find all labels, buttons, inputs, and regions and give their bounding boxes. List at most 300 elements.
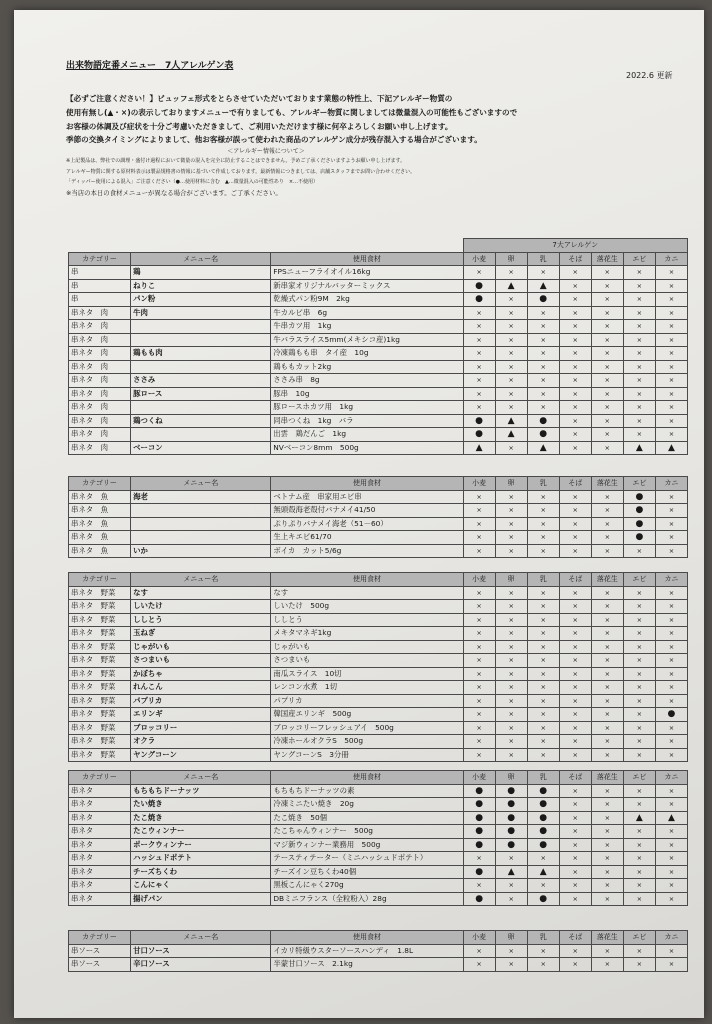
allergen-mark-cell: × bbox=[463, 306, 495, 320]
notice-small-line: 「ディッパー使用による混入」ご注意ください（●…使用材料に含む ▲…微量混入の可能性あり ×…不使用） bbox=[66, 178, 319, 185]
allergen-mark-cell: × bbox=[655, 694, 687, 708]
allergen-mark-cell: × bbox=[655, 320, 687, 334]
allergen-header: 落花生 bbox=[591, 573, 623, 587]
allergen-mark-cell: × bbox=[591, 838, 623, 852]
allergen-mark-cell: × bbox=[559, 838, 591, 852]
allergen-mark-cell: × bbox=[559, 735, 591, 749]
table-row bbox=[69, 708, 688, 722]
category-cell: 串ネタ 野菜 bbox=[69, 654, 131, 668]
allergen-mark-cell: × bbox=[623, 333, 655, 347]
allergen-mark-cell: × bbox=[463, 654, 495, 668]
menu-cell: パプリカ bbox=[131, 694, 271, 708]
allergen-mark-cell: ● bbox=[463, 811, 495, 825]
allergen-mark-cell: × bbox=[463, 944, 495, 958]
allergen-mark-cell: × bbox=[623, 958, 655, 972]
category-cell: 串 bbox=[69, 293, 131, 307]
allergen-mark-cell: × bbox=[495, 320, 527, 334]
allergen-mark-cell: × bbox=[591, 347, 623, 361]
category-cell: 串ネタ 野菜 bbox=[69, 600, 131, 614]
allergen-mark-cell: × bbox=[495, 748, 527, 762]
allergen-mark-cell: × bbox=[495, 892, 527, 906]
ingredient-cell: ブロッコリーフレッシュアイ 500g bbox=[271, 721, 463, 735]
allergen-mark-cell: × bbox=[527, 504, 559, 518]
category-cell: 串ネタ bbox=[69, 852, 131, 866]
notice-small-line: アレルギー物質に関する原材料表示は製品規格書の情報に基づいて作成しております。最新情報につきましては、店舗スタッフまでお問い合わせください。 bbox=[66, 168, 416, 175]
table-row bbox=[69, 825, 688, 839]
menu-cell: パン粉 bbox=[131, 293, 271, 307]
update-date: 2022.6 更新 bbox=[626, 71, 673, 80]
allergen-mark-cell: ● bbox=[463, 784, 495, 798]
menu-cell: たこ焼き bbox=[131, 811, 271, 825]
ingredient-cell: 南瓜スライス 10切 bbox=[271, 667, 463, 681]
allergen-mark-cell: × bbox=[559, 613, 591, 627]
ingredient-cell: 無頭殻海老殻付バナメイ41/50 bbox=[271, 504, 463, 518]
allergen-mark-cell: × bbox=[623, 681, 655, 695]
allergen-mark-cell: ● bbox=[495, 811, 527, 825]
allergen-mark-cell: × bbox=[463, 613, 495, 627]
menu-cell: 辛口ソース bbox=[131, 958, 271, 972]
allergen-mark-cell: × bbox=[527, 879, 559, 893]
allergen-mark-cell: × bbox=[559, 531, 591, 545]
allergen-mark-cell: × bbox=[655, 401, 687, 415]
allergen-mark-cell: ● bbox=[527, 798, 559, 812]
table-row bbox=[69, 958, 688, 972]
allergen-mark-cell: × bbox=[655, 654, 687, 668]
allergen-mark-cell: × bbox=[559, 586, 591, 600]
spacer-cell bbox=[69, 239, 464, 253]
allergen-mark-cell: ● bbox=[527, 414, 559, 428]
table-row bbox=[69, 414, 688, 428]
allergen-header: 乳 bbox=[527, 252, 559, 266]
allergen-mark-cell: × bbox=[591, 333, 623, 347]
allergen-mark-cell: × bbox=[655, 627, 687, 641]
allergen-header: 卵 bbox=[495, 477, 527, 491]
table-row bbox=[69, 401, 688, 415]
allergen-mark-cell: ● bbox=[463, 825, 495, 839]
allergen-mark-cell: ▲ bbox=[495, 428, 527, 442]
allergen-mark-cell: × bbox=[591, 320, 623, 334]
table-row bbox=[69, 613, 688, 627]
table-section-other bbox=[68, 770, 688, 906]
allergen-mark-cell: × bbox=[527, 347, 559, 361]
category-cell: 串ソース bbox=[69, 944, 131, 958]
allergen-mark-cell: × bbox=[655, 944, 687, 958]
ingredient-cell: NVベーコン8mm 500g bbox=[271, 441, 463, 455]
allergen-mark-cell: × bbox=[591, 879, 623, 893]
allergen-mark-cell: × bbox=[623, 387, 655, 401]
notice-line: 季節の交換タイミングによりまして、他お客様が誤って使われた商品のアレルゲン成分が残存混入する場合がございます。 bbox=[66, 135, 482, 145]
allergen-mark-cell: × bbox=[623, 347, 655, 361]
allergen-mark-cell: × bbox=[463, 266, 495, 280]
allergen-mark-cell: × bbox=[623, 838, 655, 852]
table-row bbox=[69, 333, 688, 347]
allergen-mark-cell: × bbox=[591, 600, 623, 614]
ingredient-cell: ボイカ カット5/6g bbox=[271, 544, 463, 558]
allergen-mark-cell: × bbox=[495, 441, 527, 455]
menu-cell: さつまいも bbox=[131, 654, 271, 668]
allergen-header: 乳 bbox=[527, 573, 559, 587]
allergen-header: エビ bbox=[623, 252, 655, 266]
menu-cell: 鶏もも肉 bbox=[131, 347, 271, 361]
category-cell: 串ネタ 野菜 bbox=[69, 627, 131, 641]
allergen-mark-cell: × bbox=[655, 347, 687, 361]
allergen-mark-cell: × bbox=[591, 544, 623, 558]
menu-header: メニュー名 bbox=[131, 477, 271, 491]
menu-cell: ベーコン bbox=[131, 441, 271, 455]
allergen-mark-cell: × bbox=[527, 531, 559, 545]
menu-header: メニュー名 bbox=[131, 771, 271, 785]
allergen-mark-cell: × bbox=[495, 654, 527, 668]
ingredient-cell: じゃがいも bbox=[271, 640, 463, 654]
allergen-header: そば bbox=[559, 771, 591, 785]
table-row bbox=[69, 811, 688, 825]
allergen-mark-cell: × bbox=[559, 627, 591, 641]
allergen-mark-cell: × bbox=[591, 694, 623, 708]
allergen-mark-cell: × bbox=[591, 441, 623, 455]
allergen-mark-cell: × bbox=[623, 320, 655, 334]
allergen-mark-cell: ▲ bbox=[623, 441, 655, 455]
allergen-header: エビ bbox=[623, 477, 655, 491]
allergen-mark-cell: × bbox=[495, 490, 527, 504]
allergen-mark-cell: × bbox=[559, 544, 591, 558]
category-cell: 串ネタ 肉 bbox=[69, 441, 131, 455]
document-title: 出来物語定番メニュー 7人アレルゲン表 bbox=[66, 61, 234, 71]
ingredient-cell: 出雲 鶏だんご 1kg bbox=[271, 428, 463, 442]
category-cell: 串ネタ 肉 bbox=[69, 374, 131, 388]
menu-cell: なす bbox=[131, 586, 271, 600]
allergen-mark-cell: × bbox=[527, 306, 559, 320]
allergen-mark-cell: × bbox=[495, 387, 527, 401]
table-row bbox=[69, 654, 688, 668]
allergen-mark-cell: × bbox=[591, 748, 623, 762]
allergen-mark-cell: × bbox=[527, 600, 559, 614]
allergen-mark-cell: × bbox=[623, 721, 655, 735]
category-cell: 串ネタ bbox=[69, 798, 131, 812]
allergen-header: エビ bbox=[623, 931, 655, 945]
menu-cell: ねりこ bbox=[131, 279, 271, 293]
category-cell: 串ネタ 野菜 bbox=[69, 694, 131, 708]
menu-header: メニュー名 bbox=[131, 573, 271, 587]
allergen-mark-cell: × bbox=[559, 811, 591, 825]
allergen-mark-cell: × bbox=[623, 428, 655, 442]
menu-cell: たこウィンナー bbox=[131, 825, 271, 839]
allergen-mark-cell: × bbox=[591, 414, 623, 428]
allergen-mark-cell: × bbox=[623, 654, 655, 668]
allergen-mark-cell: × bbox=[623, 879, 655, 893]
allergen-mark-cell: × bbox=[495, 721, 527, 735]
allergen-mark-cell: × bbox=[463, 401, 495, 415]
allergen-mark-cell: × bbox=[527, 333, 559, 347]
allergen-mark-cell: × bbox=[655, 667, 687, 681]
ingredient-cell: 乾燥式パン粉9M 2kg bbox=[271, 293, 463, 307]
allergen-mark-cell: ● bbox=[527, 838, 559, 852]
allergen-mark-cell: ● bbox=[463, 279, 495, 293]
allergen-mark-cell: × bbox=[655, 613, 687, 627]
allergen-mark-cell: × bbox=[527, 735, 559, 749]
ingredient-header: 使用食材 bbox=[271, 252, 463, 266]
allergen-mark-cell: × bbox=[655, 865, 687, 879]
table-row bbox=[69, 544, 688, 558]
table-row bbox=[69, 441, 688, 455]
menu-cell bbox=[131, 401, 271, 415]
menu-cell: オクラ bbox=[131, 735, 271, 749]
menu-cell: こんにゃく bbox=[131, 879, 271, 893]
allergen-table bbox=[68, 770, 688, 906]
allergen-mark-cell: ▲ bbox=[655, 811, 687, 825]
ingredient-cell: 冷凍ミニたい焼き 20g bbox=[271, 798, 463, 812]
allergen-mark-cell: × bbox=[527, 708, 559, 722]
allergen-mark-cell: ● bbox=[463, 838, 495, 852]
allergen-table bbox=[68, 572, 688, 762]
table-row bbox=[69, 694, 688, 708]
allergen-mark-cell: × bbox=[591, 266, 623, 280]
allergen-mark-cell: × bbox=[591, 640, 623, 654]
allergen-mark-cell: × bbox=[527, 640, 559, 654]
menu-cell bbox=[131, 333, 271, 347]
category-header: カテゴリー bbox=[69, 252, 131, 266]
notice-line: 【必ずご注意ください！】ビュッフェ形式をとらさせていただいております業態の特性上、下記アレルギー物質の bbox=[66, 94, 453, 103]
ingredient-cell: テースティテーター（ミニハッシュドポテト） bbox=[271, 852, 463, 866]
allergen-mark-cell: × bbox=[559, 266, 591, 280]
allergen-mark-cell: × bbox=[559, 825, 591, 839]
allergen-mark-cell: × bbox=[655, 892, 687, 906]
allergen-mark-cell: ● bbox=[623, 531, 655, 545]
category-cell: 串ネタ 魚 bbox=[69, 490, 131, 504]
allergen-mark-cell: × bbox=[655, 387, 687, 401]
allergen-table bbox=[68, 476, 688, 558]
allergen-mark-cell: × bbox=[527, 654, 559, 668]
allergen-mark-cell: × bbox=[655, 544, 687, 558]
table-row bbox=[69, 748, 688, 762]
allergen-mark-cell: × bbox=[655, 293, 687, 307]
allergen-mark-cell: × bbox=[527, 490, 559, 504]
allergen-mark-cell: × bbox=[463, 708, 495, 722]
category-header: カテゴリー bbox=[69, 931, 131, 945]
allergen-mark-cell: × bbox=[591, 490, 623, 504]
allergen-mark-cell: × bbox=[655, 517, 687, 531]
allergen-mark-cell: × bbox=[463, 504, 495, 518]
allergen-mark-cell: × bbox=[463, 333, 495, 347]
ingredient-cell: 黒板こんにゃく270g bbox=[271, 879, 463, 893]
allergen-mark-cell: × bbox=[527, 721, 559, 735]
table-section-sauce bbox=[68, 930, 688, 972]
table-row bbox=[69, 279, 688, 293]
allergen-mark-cell: × bbox=[559, 306, 591, 320]
allergen-mark-cell: × bbox=[591, 784, 623, 798]
allergen-mark-cell: × bbox=[527, 852, 559, 866]
allergen-mark-cell: × bbox=[623, 784, 655, 798]
allergen-mark-cell: × bbox=[559, 441, 591, 455]
allergen-mark-cell: × bbox=[527, 586, 559, 600]
allergen-mark-cell: × bbox=[591, 811, 623, 825]
allergen-mark-cell: × bbox=[463, 852, 495, 866]
allergen-mark-cell: ● bbox=[495, 798, 527, 812]
allergen-mark-cell: × bbox=[655, 414, 687, 428]
menu-cell: ささみ bbox=[131, 374, 271, 388]
allergen-mark-cell: × bbox=[559, 374, 591, 388]
ingredient-cell: 生上キエビ61/70 bbox=[271, 531, 463, 545]
allergen-mark-cell: × bbox=[495, 374, 527, 388]
allergen-mark-cell: × bbox=[559, 944, 591, 958]
allergen-mark-cell: × bbox=[495, 640, 527, 654]
ingredient-header: 使用食材 bbox=[271, 771, 463, 785]
category-header: カテゴリー bbox=[69, 477, 131, 491]
allergen-mark-cell: ▲ bbox=[623, 811, 655, 825]
allergen-mark-cell: × bbox=[655, 798, 687, 812]
ingredient-cell: 牛カルビ串 6g bbox=[271, 306, 463, 320]
allergen-mark-cell: ● bbox=[527, 811, 559, 825]
allergen-header: カニ bbox=[655, 771, 687, 785]
allergen-mark-cell: × bbox=[559, 865, 591, 879]
ingredient-cell: さつまいも bbox=[271, 654, 463, 668]
allergen-mark-cell: × bbox=[527, 958, 559, 972]
category-cell: 串ネタ 肉 bbox=[69, 360, 131, 374]
allergen-mark-cell: × bbox=[463, 694, 495, 708]
allergen-mark-cell: × bbox=[623, 825, 655, 839]
menu-cell: かぼちゃ bbox=[131, 667, 271, 681]
ingredient-cell: ししとう bbox=[271, 613, 463, 627]
allergen-mark-cell: × bbox=[591, 360, 623, 374]
allergen-mark-cell: × bbox=[591, 798, 623, 812]
allergen-mark-cell: ● bbox=[463, 414, 495, 428]
menu-cell: 豚ロース bbox=[131, 387, 271, 401]
ingredient-cell: メキタマネギ1kg bbox=[271, 627, 463, 641]
allergen-mark-cell: × bbox=[655, 825, 687, 839]
allergen-mark-cell: × bbox=[623, 414, 655, 428]
allergen-mark-cell: × bbox=[559, 708, 591, 722]
ingredient-cell: 同串つくね 1kg バラ bbox=[271, 414, 463, 428]
allergen-mark-cell: × bbox=[623, 544, 655, 558]
allergen-mark-cell: × bbox=[495, 504, 527, 518]
allergen-mark-cell: × bbox=[495, 531, 527, 545]
category-cell: 串ネタ 野菜 bbox=[69, 640, 131, 654]
allergen-mark-cell: × bbox=[623, 735, 655, 749]
allergen-mark-cell: ● bbox=[527, 428, 559, 442]
category-cell: 串ネタ 肉 bbox=[69, 387, 131, 401]
allergen-mark-cell: × bbox=[463, 600, 495, 614]
allergen-mark-cell: × bbox=[591, 517, 623, 531]
allergen-header: 乳 bbox=[527, 477, 559, 491]
allergen-mark-cell: × bbox=[495, 613, 527, 627]
table-row bbox=[69, 320, 688, 334]
allergen-table bbox=[68, 930, 688, 972]
allergen-mark-cell: × bbox=[463, 640, 495, 654]
allergen-mark-cell: × bbox=[591, 531, 623, 545]
ingredient-header: 使用食材 bbox=[271, 477, 463, 491]
ingredient-cell: ぷりぷりバナメイ海老（51－60） bbox=[271, 517, 463, 531]
allergen-mark-cell: ● bbox=[463, 798, 495, 812]
table-row bbox=[69, 306, 688, 320]
allergen-mark-cell: × bbox=[655, 586, 687, 600]
menu-cell: れんこん bbox=[131, 681, 271, 695]
menu-cell: たい焼き bbox=[131, 798, 271, 812]
category-cell: 串ネタ bbox=[69, 838, 131, 852]
allergen-mark-cell: × bbox=[623, 667, 655, 681]
category-cell: 串ネタ bbox=[69, 825, 131, 839]
ingredient-cell: チーズイン豆ちくわ40個 bbox=[271, 865, 463, 879]
menu-cell bbox=[131, 517, 271, 531]
allergen-mark-cell: × bbox=[495, 333, 527, 347]
menu-cell: ブロッコリー bbox=[131, 721, 271, 735]
allergen-header: 小麦 bbox=[463, 771, 495, 785]
allergen-mark-cell: ▲ bbox=[527, 865, 559, 879]
ingredient-header: 使用食材 bbox=[271, 573, 463, 587]
table-row bbox=[69, 721, 688, 735]
allergen-mark-cell: × bbox=[527, 694, 559, 708]
allergen-header: 小麦 bbox=[463, 573, 495, 587]
ingredient-cell: FPSニューフライオイル16kg bbox=[271, 266, 463, 280]
allergen-mark-cell: × bbox=[591, 279, 623, 293]
category-cell: 串ネタ 野菜 bbox=[69, 681, 131, 695]
ingredient-cell: たこ焼き 50個 bbox=[271, 811, 463, 825]
allergen-header: そば bbox=[559, 573, 591, 587]
allergen-mark-cell: ● bbox=[623, 504, 655, 518]
ingredient-cell: しいたけ 500g bbox=[271, 600, 463, 614]
allergen-mark-cell: × bbox=[655, 306, 687, 320]
ingredient-cell: 牛バラスライス5mm(メキシコ産)1kg bbox=[271, 333, 463, 347]
allergen-mark-cell: × bbox=[463, 667, 495, 681]
allergen-mark-cell: ▲ bbox=[495, 279, 527, 293]
ingredient-cell: 半蒙甘口ソース 2.1kg bbox=[271, 958, 463, 972]
allergen-header: エビ bbox=[623, 771, 655, 785]
category-cell: 串ネタ bbox=[69, 811, 131, 825]
allergen-mark-cell: × bbox=[623, 627, 655, 641]
allergen-mark-cell: × bbox=[463, 958, 495, 972]
category-cell: 串ネタ 野菜 bbox=[69, 667, 131, 681]
allergen-mark-cell: × bbox=[527, 681, 559, 695]
allergen-mark-cell: × bbox=[591, 586, 623, 600]
allergen-mark-cell: × bbox=[559, 401, 591, 415]
allergen-header: そば bbox=[559, 252, 591, 266]
ingredient-cell: レンコン水煮 1切 bbox=[271, 681, 463, 695]
allergen-header: 落花生 bbox=[591, 252, 623, 266]
allergen-mark-cell: × bbox=[463, 544, 495, 558]
ingredient-cell: 冷凍ホールオクラS 500g bbox=[271, 735, 463, 749]
allergen-mark-cell: × bbox=[655, 531, 687, 545]
allergen-header: 落花生 bbox=[591, 477, 623, 491]
allergen-mark-cell: × bbox=[559, 798, 591, 812]
allergen-mark-cell: × bbox=[495, 544, 527, 558]
allergen-mark-cell: × bbox=[559, 279, 591, 293]
allergen-mark-cell: × bbox=[591, 293, 623, 307]
allergen-mark-cell: × bbox=[495, 306, 527, 320]
category-cell: 串ネタ 魚 bbox=[69, 504, 131, 518]
allergen-mark-cell: × bbox=[591, 613, 623, 627]
menu-cell: 玉ねぎ bbox=[131, 627, 271, 641]
notice-heading: ＜アレルギー情報について＞ bbox=[227, 148, 305, 156]
allergen-mark-cell: × bbox=[559, 428, 591, 442]
table-row bbox=[69, 293, 688, 307]
allergen-header: カニ bbox=[655, 931, 687, 945]
allergen-mark-cell: ● bbox=[463, 293, 495, 307]
allergen-mark-cell: × bbox=[495, 347, 527, 361]
menu-cell bbox=[131, 531, 271, 545]
allergen-mark-cell: × bbox=[559, 504, 591, 518]
allergen-header: 小麦 bbox=[463, 477, 495, 491]
allergen-mark-cell: × bbox=[655, 490, 687, 504]
table-row bbox=[69, 681, 688, 695]
menu-cell: エリンギ bbox=[131, 708, 271, 722]
allergen-mark-cell: × bbox=[463, 586, 495, 600]
category-cell: 串ネタ 肉 bbox=[69, 428, 131, 442]
allergen-mark-cell: × bbox=[655, 735, 687, 749]
table-row bbox=[69, 531, 688, 545]
allergen-header: 卵 bbox=[495, 252, 527, 266]
category-cell: 串ネタ 野菜 bbox=[69, 586, 131, 600]
table-row bbox=[69, 266, 688, 280]
allergen-mark-cell: × bbox=[623, 279, 655, 293]
ingredient-cell: マジ新ウィンナー業務用 500g bbox=[271, 838, 463, 852]
